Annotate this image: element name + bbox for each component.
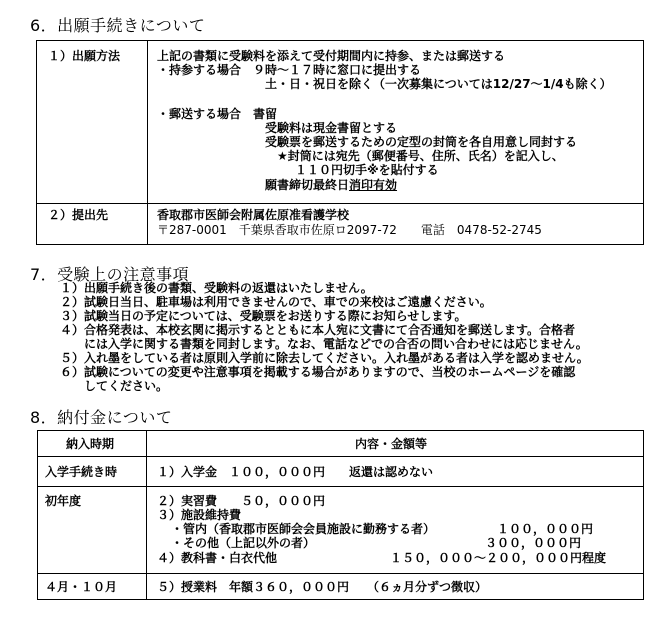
school-name: 香取郡市医師会附属佐原准看護学校 [157,208,350,222]
table-divider [147,40,148,245]
fees-col-period: 納入時期 [66,437,115,451]
note-item: ３）試験当日の予定については、受験票をお送りする際にお知らせします。 [60,309,467,323]
section-6-heading: 6．出願手続きについて [30,16,206,35]
fee-line: ３）施設維持費 [157,508,242,522]
fees-header-divider [37,456,644,457]
fee-line: ２）実習費 ５０，０００円 [157,494,326,508]
fee-amount: ３００，０００円 [485,536,582,550]
fee-period: ４月・１０月 [45,580,118,594]
submission-label: ２）提出先 [48,208,109,222]
deadline-label: 願書締切最終日 [265,178,350,192]
fee-amount: １５０，０００～２００，０００円程度 [390,551,607,565]
fees-row-divider [37,573,644,574]
note-item: ２）試験日当日、駐車場は利用できませんので、車での来校はご遠慮ください。 [60,295,492,309]
deadline-line [265,178,397,192]
postmark-valid: 消印有効 [349,178,398,192]
application-method-line: ・郵送する場合 書留 [157,107,278,121]
application-method-line: ・持参する場合 ９時～１７時に窓口に提出する [157,63,422,77]
fee-line: ４）教科書・白衣代他 [157,551,278,565]
application-method-line: ★封筒には宛先（郵便番号、住所、氏名）を記入し、 [277,149,564,163]
note-item-cont: してください。 [84,379,169,393]
fee-amount: １００，０００円 [497,522,594,536]
application-method-line: １１０円切手※を貼付する [295,163,439,177]
fee-line: ・管内（香取郡市医師会会員施設に勤務する者） [171,522,436,536]
application-method-line: 上記の書類に受験料を添えて受付期間内に持参、または郵送する [157,49,506,63]
fees-col-content: 内容・金額等 [355,437,428,451]
fee-line: ・その他（上記以外の者） [171,536,316,550]
note-item: ６）試験についての変更や注意事項を掲載する場合がありますので、当校のホームページを確認 [60,365,576,379]
fees-row-divider [37,486,644,487]
section-7-heading: 7．受験上の注意事項 [30,265,190,284]
note-item: ５）入れ墨をしている者は原則入学前に除去してください。入れ墨がある者は入学を認めません。 [60,351,589,365]
fee-line: ５）授業料 年額３６０，０００円 （６ヵ月分ずつ徴収） [157,580,488,594]
school-address: 〒287-0001 千葉県香取市佐原ロ2097-72 電話 0478-52-2745 [157,223,542,237]
fee-period: 入学手続き時 [45,465,118,479]
application-method-label: １）出願方法 [48,49,121,63]
table-row-divider [36,203,644,204]
fee-period: 初年度 [45,494,82,508]
note-item: １）出願手続き後の書類、受験料の返還はいたしません。 [60,281,373,295]
application-method-line: 受験料は現金書留とする [265,121,398,135]
application-method-line: 土・日・祝日を除く（一次募集については12/27～1/4も除く） [265,77,612,91]
fee-line: １）入学金 １００，０００円 返還は認めない [157,465,434,479]
note-item: ４）合格発表は、本校玄関に掲示するとともに本人宛に文書にて合否通知を郵送します。合格者 [60,323,576,337]
section-8-heading: 8．納付金について [30,408,173,427]
application-method-line: 受験票を郵送するための定型の封筒を各自用意し同封する [265,135,578,149]
note-item-cont: には入学に関する書類を同封します。なお、電話などでの合否の問い合わせには応じません。 [84,337,588,351]
